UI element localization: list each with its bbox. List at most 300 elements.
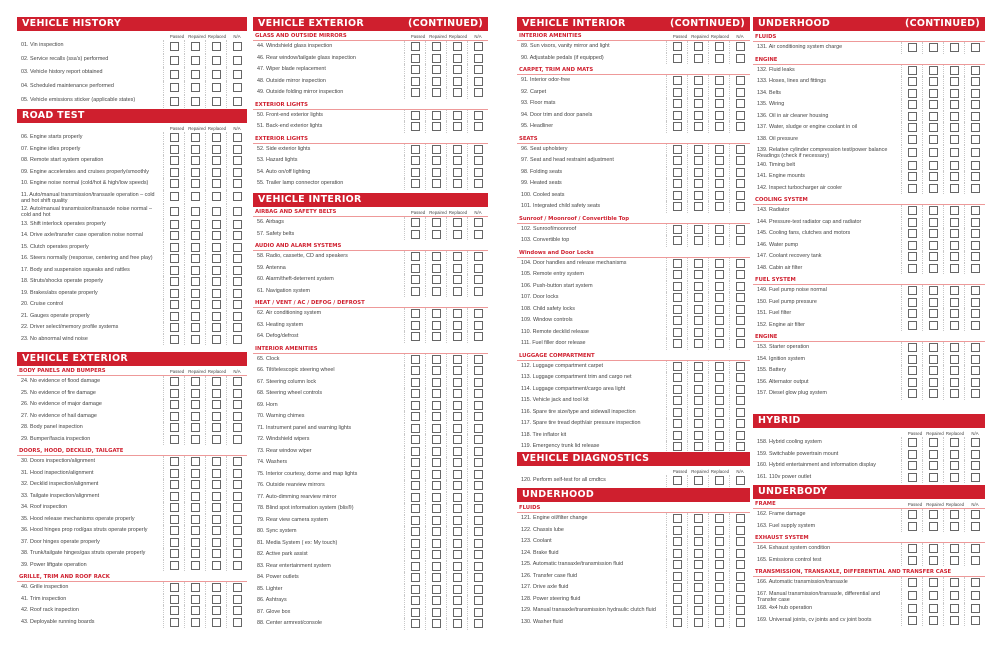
- replaced-checkbox[interactable]: [212, 377, 221, 386]
- replaced-checkbox[interactable]: [453, 252, 462, 261]
- repaired-checkbox[interactable]: [929, 77, 938, 86]
- na-checkbox[interactable]: [474, 401, 483, 410]
- na-checkbox[interactable]: [971, 343, 980, 352]
- passed-checkbox[interactable]: [170, 231, 179, 240]
- repaired-checkbox[interactable]: [929, 172, 938, 181]
- na-checkbox[interactable]: [971, 438, 980, 447]
- na-checkbox[interactable]: [474, 378, 483, 387]
- repaired-checkbox[interactable]: [694, 179, 703, 188]
- replaced-checkbox[interactable]: [715, 305, 724, 314]
- na-checkbox[interactable]: [233, 515, 242, 524]
- repaired-checkbox[interactable]: [694, 156, 703, 165]
- replaced-checkbox[interactable]: [453, 493, 462, 502]
- passed-checkbox[interactable]: [673, 236, 682, 245]
- repaired-checkbox[interactable]: [191, 423, 200, 432]
- passed-checkbox[interactable]: [411, 470, 420, 479]
- passed-checkbox[interactable]: [411, 481, 420, 490]
- passed-checkbox[interactable]: [908, 123, 917, 132]
- na-checkbox[interactable]: [971, 161, 980, 170]
- replaced-checkbox[interactable]: [950, 135, 959, 144]
- repaired-checkbox[interactable]: [694, 431, 703, 440]
- replaced-checkbox[interactable]: [715, 476, 724, 485]
- na-checkbox[interactable]: [736, 42, 745, 51]
- replaced-checkbox[interactable]: [453, 527, 462, 536]
- replaced-checkbox[interactable]: [453, 168, 462, 177]
- passed-checkbox[interactable]: [411, 111, 420, 120]
- repaired-checkbox[interactable]: [191, 412, 200, 421]
- na-checkbox[interactable]: [233, 97, 242, 106]
- passed-checkbox[interactable]: [908, 578, 917, 587]
- na-checkbox[interactable]: [474, 65, 483, 74]
- replaced-checkbox[interactable]: [453, 42, 462, 51]
- replaced-checkbox[interactable]: [212, 469, 221, 478]
- passed-checkbox[interactable]: [908, 43, 917, 52]
- na-checkbox[interactable]: [736, 293, 745, 302]
- replaced-checkbox[interactable]: [453, 309, 462, 318]
- passed-checkbox[interactable]: [170, 145, 179, 154]
- na-checkbox[interactable]: [971, 510, 980, 519]
- passed-checkbox[interactable]: [170, 526, 179, 535]
- replaced-checkbox[interactable]: [950, 389, 959, 398]
- repaired-checkbox[interactable]: [694, 583, 703, 592]
- replaced-checkbox[interactable]: [950, 264, 959, 273]
- passed-checkbox[interactable]: [673, 122, 682, 131]
- passed-checkbox[interactable]: [908, 378, 917, 387]
- replaced-checkbox[interactable]: [715, 442, 724, 451]
- replaced-checkbox[interactable]: [453, 332, 462, 341]
- passed-checkbox[interactable]: [673, 572, 682, 581]
- passed-checkbox[interactable]: [908, 135, 917, 144]
- passed-checkbox[interactable]: [673, 145, 682, 154]
- repaired-checkbox[interactable]: [694, 560, 703, 569]
- replaced-checkbox[interactable]: [715, 572, 724, 581]
- na-checkbox[interactable]: [971, 229, 980, 238]
- repaired-checkbox[interactable]: [694, 595, 703, 604]
- na-checkbox[interactable]: [736, 408, 745, 417]
- passed-checkbox[interactable]: [908, 148, 917, 157]
- na-checkbox[interactable]: [971, 252, 980, 261]
- replaced-checkbox[interactable]: [950, 89, 959, 98]
- passed-checkbox[interactable]: [908, 218, 917, 227]
- na-checkbox[interactable]: [736, 396, 745, 405]
- passed-checkbox[interactable]: [673, 111, 682, 120]
- repaired-checkbox[interactable]: [432, 42, 441, 51]
- na-checkbox[interactable]: [233, 457, 242, 466]
- na-checkbox[interactable]: [971, 264, 980, 273]
- replaced-checkbox[interactable]: [212, 389, 221, 398]
- na-checkbox[interactable]: [736, 225, 745, 234]
- replaced-checkbox[interactable]: [950, 241, 959, 250]
- repaired-checkbox[interactable]: [929, 591, 938, 600]
- replaced-checkbox[interactable]: [453, 516, 462, 525]
- replaced-checkbox[interactable]: [715, 431, 724, 440]
- replaced-checkbox[interactable]: [950, 161, 959, 170]
- na-checkbox[interactable]: [474, 585, 483, 594]
- passed-checkbox[interactable]: [673, 316, 682, 325]
- passed-checkbox[interactable]: [170, 503, 179, 512]
- passed-checkbox[interactable]: [908, 604, 917, 613]
- na-checkbox[interactable]: [971, 591, 980, 600]
- repaired-checkbox[interactable]: [191, 300, 200, 309]
- replaced-checkbox[interactable]: [212, 289, 221, 298]
- replaced-checkbox[interactable]: [950, 321, 959, 330]
- repaired-checkbox[interactable]: [929, 123, 938, 132]
- passed-checkbox[interactable]: [411, 573, 420, 582]
- repaired-checkbox[interactable]: [191, 503, 200, 512]
- replaced-checkbox[interactable]: [950, 148, 959, 157]
- na-checkbox[interactable]: [474, 179, 483, 188]
- na-checkbox[interactable]: [736, 179, 745, 188]
- replaced-checkbox[interactable]: [212, 503, 221, 512]
- repaired-checkbox[interactable]: [694, 270, 703, 279]
- na-checkbox[interactable]: [474, 389, 483, 398]
- repaired-checkbox[interactable]: [694, 191, 703, 200]
- passed-checkbox[interactable]: [411, 366, 420, 375]
- na-checkbox[interactable]: [474, 287, 483, 296]
- repaired-checkbox[interactable]: [929, 43, 938, 52]
- passed-checkbox[interactable]: [411, 218, 420, 227]
- passed-checkbox[interactable]: [673, 595, 682, 604]
- na-checkbox[interactable]: [474, 435, 483, 444]
- repaired-checkbox[interactable]: [929, 450, 938, 459]
- passed-checkbox[interactable]: [411, 54, 420, 63]
- repaired-checkbox[interactable]: [694, 396, 703, 405]
- passed-checkbox[interactable]: [411, 596, 420, 605]
- repaired-checkbox[interactable]: [929, 378, 938, 387]
- na-checkbox[interactable]: [971, 241, 980, 250]
- passed-checkbox[interactable]: [673, 396, 682, 405]
- replaced-checkbox[interactable]: [212, 595, 221, 604]
- passed-checkbox[interactable]: [908, 252, 917, 261]
- replaced-checkbox[interactable]: [453, 608, 462, 617]
- replaced-checkbox[interactable]: [212, 549, 221, 558]
- replaced-checkbox[interactable]: [453, 470, 462, 479]
- passed-checkbox[interactable]: [673, 362, 682, 371]
- passed-checkbox[interactable]: [170, 412, 179, 421]
- passed-checkbox[interactable]: [411, 275, 420, 284]
- replaced-checkbox[interactable]: [715, 76, 724, 85]
- passed-checkbox[interactable]: [170, 254, 179, 263]
- na-checkbox[interactable]: [233, 583, 242, 592]
- repaired-checkbox[interactable]: [432, 54, 441, 63]
- replaced-checkbox[interactable]: [715, 560, 724, 569]
- replaced-checkbox[interactable]: [950, 172, 959, 181]
- replaced-checkbox[interactable]: [212, 266, 221, 275]
- na-checkbox[interactable]: [474, 504, 483, 513]
- repaired-checkbox[interactable]: [929, 112, 938, 121]
- na-checkbox[interactable]: [971, 366, 980, 375]
- na-checkbox[interactable]: [474, 470, 483, 479]
- repaired-checkbox[interactable]: [929, 355, 938, 364]
- na-checkbox[interactable]: [736, 560, 745, 569]
- replaced-checkbox[interactable]: [212, 231, 221, 240]
- replaced-checkbox[interactable]: [453, 122, 462, 131]
- replaced-checkbox[interactable]: [212, 243, 221, 252]
- passed-checkbox[interactable]: [411, 401, 420, 410]
- replaced-checkbox[interactable]: [715, 362, 724, 371]
- na-checkbox[interactable]: [736, 111, 745, 120]
- na-checkbox[interactable]: [233, 42, 242, 51]
- na-checkbox[interactable]: [971, 135, 980, 144]
- passed-checkbox[interactable]: [411, 435, 420, 444]
- na-checkbox[interactable]: [971, 321, 980, 330]
- replaced-checkbox[interactable]: [950, 298, 959, 307]
- repaired-checkbox[interactable]: [432, 321, 441, 330]
- passed-checkbox[interactable]: [170, 595, 179, 604]
- na-checkbox[interactable]: [233, 133, 242, 142]
- passed-checkbox[interactable]: [411, 516, 420, 525]
- na-checkbox[interactable]: [233, 83, 242, 92]
- na-checkbox[interactable]: [474, 230, 483, 239]
- replaced-checkbox[interactable]: [950, 229, 959, 238]
- replaced-checkbox[interactable]: [453, 412, 462, 421]
- passed-checkbox[interactable]: [170, 457, 179, 466]
- repaired-checkbox[interactable]: [432, 481, 441, 490]
- replaced-checkbox[interactable]: [715, 583, 724, 592]
- repaired-checkbox[interactable]: [191, 389, 200, 398]
- passed-checkbox[interactable]: [170, 83, 179, 92]
- passed-checkbox[interactable]: [673, 442, 682, 451]
- na-checkbox[interactable]: [474, 516, 483, 525]
- repaired-checkbox[interactable]: [432, 435, 441, 444]
- na-checkbox[interactable]: [971, 100, 980, 109]
- na-checkbox[interactable]: [971, 389, 980, 398]
- repaired-checkbox[interactable]: [694, 122, 703, 131]
- passed-checkbox[interactable]: [170, 97, 179, 106]
- repaired-checkbox[interactable]: [191, 207, 200, 216]
- repaired-checkbox[interactable]: [694, 111, 703, 120]
- replaced-checkbox[interactable]: [212, 145, 221, 154]
- na-checkbox[interactable]: [736, 537, 745, 546]
- replaced-checkbox[interactable]: [212, 192, 221, 201]
- replaced-checkbox[interactable]: [212, 400, 221, 409]
- passed-checkbox[interactable]: [170, 492, 179, 501]
- na-checkbox[interactable]: [474, 145, 483, 154]
- repaired-checkbox[interactable]: [694, 362, 703, 371]
- repaired-checkbox[interactable]: [432, 378, 441, 387]
- replaced-checkbox[interactable]: [453, 619, 462, 628]
- na-checkbox[interactable]: [971, 206, 980, 215]
- repaired-checkbox[interactable]: [694, 419, 703, 428]
- repaired-checkbox[interactable]: [694, 145, 703, 154]
- repaired-checkbox[interactable]: [432, 585, 441, 594]
- na-checkbox[interactable]: [233, 377, 242, 386]
- repaired-checkbox[interactable]: [432, 470, 441, 479]
- repaired-checkbox[interactable]: [432, 179, 441, 188]
- replaced-checkbox[interactable]: [715, 419, 724, 428]
- repaired-checkbox[interactable]: [432, 447, 441, 456]
- passed-checkbox[interactable]: [170, 561, 179, 570]
- replaced-checkbox[interactable]: [453, 562, 462, 571]
- replaced-checkbox[interactable]: [453, 77, 462, 86]
- replaced-checkbox[interactable]: [715, 122, 724, 131]
- repaired-checkbox[interactable]: [694, 168, 703, 177]
- replaced-checkbox[interactable]: [212, 335, 221, 344]
- repaired-checkbox[interactable]: [191, 231, 200, 240]
- passed-checkbox[interactable]: [908, 473, 917, 482]
- na-checkbox[interactable]: [233, 243, 242, 252]
- replaced-checkbox[interactable]: [715, 236, 724, 245]
- na-checkbox[interactable]: [736, 526, 745, 535]
- na-checkbox[interactable]: [233, 480, 242, 489]
- na-checkbox[interactable]: [971, 66, 980, 75]
- replaced-checkbox[interactable]: [212, 538, 221, 547]
- repaired-checkbox[interactable]: [432, 287, 441, 296]
- replaced-checkbox[interactable]: [212, 480, 221, 489]
- replaced-checkbox[interactable]: [950, 450, 959, 459]
- repaired-checkbox[interactable]: [432, 77, 441, 86]
- na-checkbox[interactable]: [736, 442, 745, 451]
- na-checkbox[interactable]: [233, 220, 242, 229]
- passed-checkbox[interactable]: [411, 332, 420, 341]
- na-checkbox[interactable]: [736, 236, 745, 245]
- replaced-checkbox[interactable]: [950, 218, 959, 227]
- repaired-checkbox[interactable]: [929, 148, 938, 157]
- passed-checkbox[interactable]: [908, 286, 917, 295]
- passed-checkbox[interactable]: [170, 423, 179, 432]
- passed-checkbox[interactable]: [908, 206, 917, 215]
- replaced-checkbox[interactable]: [715, 270, 724, 279]
- passed-checkbox[interactable]: [170, 377, 179, 386]
- na-checkbox[interactable]: [736, 339, 745, 348]
- na-checkbox[interactable]: [971, 461, 980, 470]
- passed-checkbox[interactable]: [170, 583, 179, 592]
- repaired-checkbox[interactable]: [694, 282, 703, 291]
- repaired-checkbox[interactable]: [432, 424, 441, 433]
- repaired-checkbox[interactable]: [432, 412, 441, 421]
- passed-checkbox[interactable]: [673, 431, 682, 440]
- repaired-checkbox[interactable]: [694, 225, 703, 234]
- passed-checkbox[interactable]: [908, 321, 917, 330]
- replaced-checkbox[interactable]: [950, 123, 959, 132]
- replaced-checkbox[interactable]: [950, 604, 959, 613]
- repaired-checkbox[interactable]: [432, 264, 441, 273]
- repaired-checkbox[interactable]: [432, 539, 441, 548]
- replaced-checkbox[interactable]: [453, 435, 462, 444]
- replaced-checkbox[interactable]: [950, 286, 959, 295]
- passed-checkbox[interactable]: [908, 616, 917, 625]
- na-checkbox[interactable]: [233, 277, 242, 286]
- replaced-checkbox[interactable]: [212, 300, 221, 309]
- passed-checkbox[interactable]: [908, 591, 917, 600]
- replaced-checkbox[interactable]: [950, 438, 959, 447]
- na-checkbox[interactable]: [474, 562, 483, 571]
- passed-checkbox[interactable]: [170, 469, 179, 478]
- repaired-checkbox[interactable]: [432, 355, 441, 364]
- na-checkbox[interactable]: [233, 538, 242, 547]
- repaired-checkbox[interactable]: [929, 218, 938, 227]
- replaced-checkbox[interactable]: [950, 544, 959, 553]
- na-checkbox[interactable]: [474, 168, 483, 177]
- repaired-checkbox[interactable]: [929, 161, 938, 170]
- passed-checkbox[interactable]: [673, 373, 682, 382]
- passed-checkbox[interactable]: [170, 156, 179, 165]
- passed-checkbox[interactable]: [673, 419, 682, 428]
- na-checkbox[interactable]: [474, 539, 483, 548]
- na-checkbox[interactable]: [474, 332, 483, 341]
- repaired-checkbox[interactable]: [432, 332, 441, 341]
- repaired-checkbox[interactable]: [929, 389, 938, 398]
- replaced-checkbox[interactable]: [453, 65, 462, 74]
- replaced-checkbox[interactable]: [453, 179, 462, 188]
- na-checkbox[interactable]: [971, 616, 980, 625]
- na-checkbox[interactable]: [474, 111, 483, 120]
- na-checkbox[interactable]: [736, 270, 745, 279]
- na-checkbox[interactable]: [971, 123, 980, 132]
- replaced-checkbox[interactable]: [950, 206, 959, 215]
- na-checkbox[interactable]: [233, 389, 242, 398]
- replaced-checkbox[interactable]: [950, 378, 959, 387]
- repaired-checkbox[interactable]: [191, 469, 200, 478]
- na-checkbox[interactable]: [474, 54, 483, 63]
- replaced-checkbox[interactable]: [212, 277, 221, 286]
- replaced-checkbox[interactable]: [715, 618, 724, 627]
- replaced-checkbox[interactable]: [453, 378, 462, 387]
- na-checkbox[interactable]: [474, 77, 483, 86]
- passed-checkbox[interactable]: [411, 122, 420, 131]
- passed-checkbox[interactable]: [673, 514, 682, 523]
- na-checkbox[interactable]: [736, 431, 745, 440]
- na-checkbox[interactable]: [233, 300, 242, 309]
- passed-checkbox[interactable]: [411, 168, 420, 177]
- replaced-checkbox[interactable]: [950, 366, 959, 375]
- repaired-checkbox[interactable]: [694, 572, 703, 581]
- na-checkbox[interactable]: [736, 145, 745, 154]
- repaired-checkbox[interactable]: [694, 293, 703, 302]
- replaced-checkbox[interactable]: [453, 88, 462, 97]
- repaired-checkbox[interactable]: [432, 573, 441, 582]
- passed-checkbox[interactable]: [908, 229, 917, 238]
- na-checkbox[interactable]: [233, 145, 242, 154]
- passed-checkbox[interactable]: [170, 179, 179, 188]
- na-checkbox[interactable]: [233, 56, 242, 65]
- passed-checkbox[interactable]: [411, 42, 420, 51]
- repaired-checkbox[interactable]: [191, 515, 200, 524]
- replaced-checkbox[interactable]: [212, 168, 221, 177]
- repaired-checkbox[interactable]: [929, 366, 938, 375]
- replaced-checkbox[interactable]: [715, 191, 724, 200]
- replaced-checkbox[interactable]: [715, 179, 724, 188]
- passed-checkbox[interactable]: [411, 619, 420, 628]
- replaced-checkbox[interactable]: [212, 561, 221, 570]
- repaired-checkbox[interactable]: [929, 229, 938, 238]
- na-checkbox[interactable]: [474, 608, 483, 617]
- na-checkbox[interactable]: [474, 275, 483, 284]
- repaired-checkbox[interactable]: [191, 289, 200, 298]
- repaired-checkbox[interactable]: [191, 220, 200, 229]
- na-checkbox[interactable]: [233, 412, 242, 421]
- repaired-checkbox[interactable]: [191, 606, 200, 615]
- na-checkbox[interactable]: [474, 88, 483, 97]
- repaired-checkbox[interactable]: [929, 438, 938, 447]
- repaired-checkbox[interactable]: [929, 241, 938, 250]
- repaired-checkbox[interactable]: [694, 373, 703, 382]
- na-checkbox[interactable]: [474, 412, 483, 421]
- repaired-checkbox[interactable]: [191, 618, 200, 627]
- repaired-checkbox[interactable]: [191, 457, 200, 466]
- passed-checkbox[interactable]: [673, 99, 682, 108]
- na-checkbox[interactable]: [233, 526, 242, 535]
- passed-checkbox[interactable]: [411, 287, 420, 296]
- repaired-checkbox[interactable]: [191, 595, 200, 604]
- na-checkbox[interactable]: [971, 112, 980, 121]
- na-checkbox[interactable]: [474, 596, 483, 605]
- replaced-checkbox[interactable]: [453, 287, 462, 296]
- repaired-checkbox[interactable]: [432, 145, 441, 154]
- replaced-checkbox[interactable]: [212, 254, 221, 263]
- passed-checkbox[interactable]: [908, 172, 917, 181]
- na-checkbox[interactable]: [474, 218, 483, 227]
